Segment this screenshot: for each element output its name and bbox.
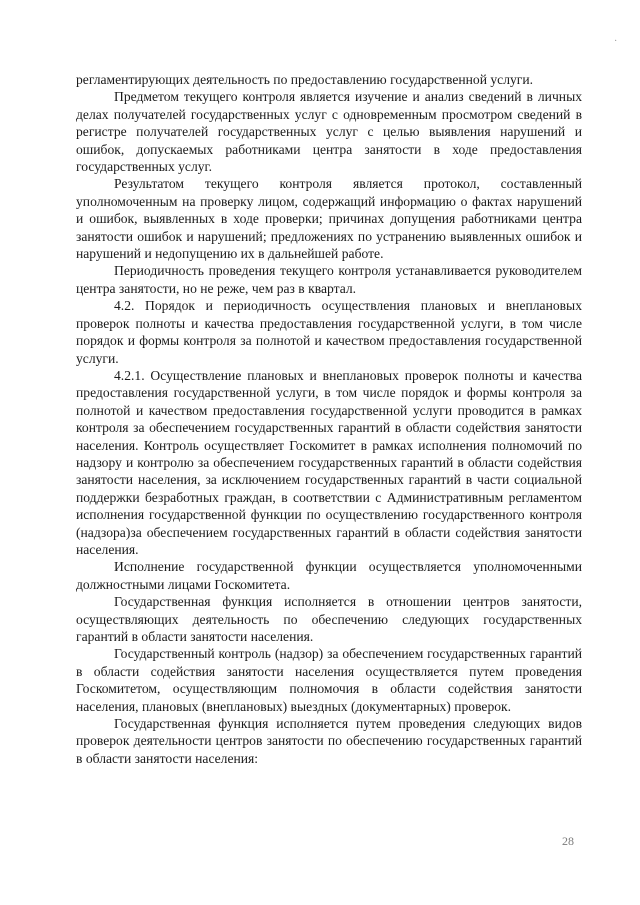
paragraph: Государственная функция исполняется путем проведения следующих видов проверок деятельности центров занятости по обеспечению государственных гарантий в области занятости населения: [76, 716, 582, 766]
paragraph: 4.2. Порядок и периодичность осуществления плановых и внеплановых проверок полноты и качества предоставления государственной услуги, в том числе порядок и формы контроля за полнотой и качеством предоставления государственной услуги. [76, 298, 582, 366]
paragraph: Государственный контроль (надзор) за обеспечением государственных гарантий в области содействия занятости населения осуществляется путем проведения Госкомитетом, осуществляющим полномочия в области содействия занятости населения, плановых (внеплановых) выездных (документарных) проверок. [76, 646, 582, 714]
paragraph: Государственная функция исполняется в отношении центров занятости, осуществляющих деятельность по обеспечению следующих государственных гарантий в области занятости населения. [76, 594, 582, 644]
paragraph: Периодичность проведения текущего контроля устанавливается руководителем центра занятости, но не реже, чем раз в квартал. [76, 263, 582, 296]
scan-mark: · [614, 36, 618, 47]
document-body [76, 71, 582, 767]
paragraph: Исполнение государственной функции осуществляется уполномоченными должностными лицами Госкомитета. [76, 559, 582, 592]
paragraph: регламентирующих деятельность по предоставлению государственной услуги. [76, 72, 534, 87]
paragraph: 4.2.1. Осуществление плановых и внеплановых проверок полноты и качества предоставления государственной услуги, в том числе порядок и формы контроля за полнотой и качеством предоставления государственной услуги проводится в рамках контроля за обеспечением государственных гарантий в области содействия занятости населения. Контроль осуществляет Госкомитет в рамках исполнения полномочий по надзору и контролю за обеспечением государственных гарантий в области содействия занятости населения, за исключением государственных гарантий в части социальной поддержки безработных граждан, в соответствии с Административным регламентом исполнения государственной функции по осуществлению государственного контроля (надзора)за обеспечением государственных гарантий в области содействия занятости населения. [76, 367, 582, 557]
paragraph: Результатом текущего контроля является протокол, составленный уполномоченным на проверку лицом, содержащий информацию о фактах нарушений и ошибок, выявленных в ходе проверки; причинах допущения работниками центра занятости ошибок и нарушений; предложениях по устранению выявленных ошибок и нарушений и недопущению их в дальнейшей работе. [76, 176, 582, 262]
paragraph: Предметом текущего контроля является изучение и анализ сведений в личных делах получателей государственных услуг с одновременным просмотром сведений в регистре получателей государственных услуг с целью выявления нарушений и ошибок, допускаемых работниками центра занятости в ходе предоставления государственных услуг. [76, 89, 582, 175]
page-number: 28 [562, 834, 574, 848]
